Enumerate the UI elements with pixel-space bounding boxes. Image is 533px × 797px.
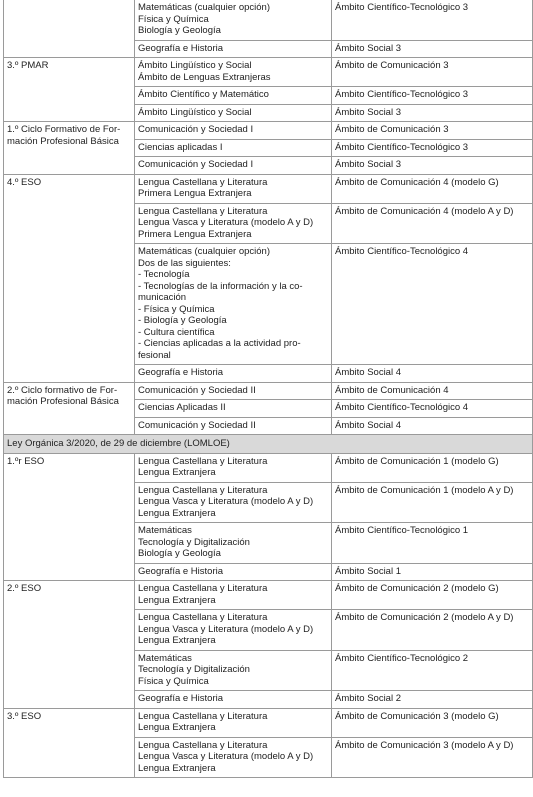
subject-cell: Comunicación y Sociedad II xyxy=(135,417,332,435)
ambit-cell: Ámbito Social 3 xyxy=(332,157,533,175)
ambit-cell: Ámbito Científico-Tecnológico 3 xyxy=(332,139,533,157)
level-cell: 1.ºr ESO xyxy=(4,453,135,581)
level-cell xyxy=(4,0,135,58)
level-cell: 4.º ESO xyxy=(4,174,135,382)
ambit-cell: Ámbito Social 3 xyxy=(332,104,533,122)
subject-cell: Matemáticas Tecnología y Digitalización Biología y Geología xyxy=(135,523,332,564)
subject-cell: Ámbito Lingüístico y Social xyxy=(135,104,332,122)
subject-cell: Ciencias aplicadas I xyxy=(135,139,332,157)
ambit-cell: Ámbito de Comunicación 2 (modelo G) xyxy=(332,581,533,610)
section-header: Ley Orgánica 3/2020, de 29 de diciembre (LOMLOE) xyxy=(4,435,533,454)
table-body xyxy=(4,0,533,778)
ambit-cell: Ámbito Científico-Tecnológico 3 xyxy=(332,87,533,105)
ambit-cell: Ámbito Científico-Tecnológico 4 xyxy=(332,244,533,365)
equivalence-table xyxy=(3,0,533,778)
subject-cell: Ámbito Lingüístico y Social Ámbito de Lenguas Extranjeras xyxy=(135,58,332,87)
level-cell: 1.º Ciclo Formativo de For- mación Profesional Básica xyxy=(4,122,135,175)
ambit-cell: Ámbito de Comunicación 1 (modelo A y D) xyxy=(332,482,533,523)
table-row xyxy=(4,122,533,140)
ambit-cell: Ámbito Social 1 xyxy=(332,563,533,581)
ambit-cell: Ámbito de Comunicación 2 (modelo A y D) xyxy=(332,610,533,651)
subject-cell: Lengua Castellana y Literatura Lengua Vasca y Literatura (modelo A y D) Lengua Extranjera xyxy=(135,737,332,778)
table-row xyxy=(4,58,533,87)
table-row xyxy=(4,453,533,482)
ambit-cell: Ámbito de Comunicación 3 xyxy=(332,122,533,140)
ambit-cell: Ámbito de Comunicación 3 xyxy=(332,58,533,87)
ambit-cell: Ámbito Social 2 xyxy=(332,691,533,709)
subject-cell: Lengua Castellana y Literatura Lengua Vasca y Literatura (modelo A y D) Lengua Extranjera xyxy=(135,610,332,651)
ambit-cell: Ámbito de Comunicación 4 (modelo G) xyxy=(332,174,533,203)
ambit-cell: Ámbito de Comunicación 4 xyxy=(332,382,533,400)
subject-cell: Comunicación y Sociedad I xyxy=(135,157,332,175)
section-header-row xyxy=(4,435,533,454)
ambit-cell: Ámbito de Comunicación 1 (modelo G) xyxy=(332,453,533,482)
ambit-cell: Ámbito Científico-Tecnológico 4 xyxy=(332,400,533,418)
subject-cell: Geografía e Historia xyxy=(135,40,332,58)
ambit-cell: Ámbito Social 3 xyxy=(332,40,533,58)
ambit-cell: Ámbito Social 4 xyxy=(332,417,533,435)
subject-cell: Matemáticas (cualquier opción) Física y Química Biología y Geología xyxy=(135,0,332,40)
ambit-cell: Ámbito Social 4 xyxy=(332,365,533,383)
subject-cell: Geografía e Historia xyxy=(135,691,332,709)
ambit-cell: Ámbito de Comunicación 3 (modelo A y D) xyxy=(332,737,533,778)
table-row xyxy=(4,0,533,40)
subject-cell: Comunicación y Sociedad I xyxy=(135,122,332,140)
table-row xyxy=(4,581,533,610)
table-row xyxy=(4,708,533,737)
level-cell: 3.º PMAR xyxy=(4,58,135,122)
subject-cell: Lengua Castellana y Literatura Lengua Extranjera xyxy=(135,708,332,737)
level-cell: 2.º ESO xyxy=(4,581,135,709)
subject-cell: Lengua Castellana y Literatura Primera Lengua Extranjera xyxy=(135,174,332,203)
level-cell: 3.º ESO xyxy=(4,708,135,778)
subject-cell: Geografía e Historia xyxy=(135,365,332,383)
subject-cell: Comunicación y Sociedad II xyxy=(135,382,332,400)
table-row xyxy=(4,382,533,400)
ambit-cell: Ámbito Científico-Tecnológico 2 xyxy=(332,650,533,691)
ambit-cell: Ámbito de Comunicación 4 (modelo A y D) xyxy=(332,203,533,244)
subject-cell: Lengua Castellana y Literatura Lengua Vasca y Literatura (modelo A y D) Lengua Extranjera xyxy=(135,482,332,523)
table-row xyxy=(4,174,533,203)
subject-cell: Lengua Castellana y Literatura Lengua Extranjera xyxy=(135,581,332,610)
ambit-cell: Ámbito Científico-Tecnológico 1 xyxy=(332,523,533,564)
subject-cell: Lengua Castellana y Literatura Lengua Extranjera xyxy=(135,453,332,482)
subject-cell: Ciencias Aplicadas II xyxy=(135,400,332,418)
level-cell: 2.º Ciclo formativo de For- mación Profesional Básica xyxy=(4,382,135,435)
subject-cell: Ámbito Científico y Matemático xyxy=(135,87,332,105)
subject-cell: Lengua Castellana y Literatura Lengua Vasca y Literatura (modelo A y D) Primera Lengua Extranjera xyxy=(135,203,332,244)
subject-cell: Geografía e Historia xyxy=(135,563,332,581)
subject-cell: Matemáticas Tecnología y Digitalización Física y Química xyxy=(135,650,332,691)
ambit-cell: Ámbito Científico-Tecnológico 3 xyxy=(332,0,533,40)
subject-cell: Matemáticas (cualquier opción) Dos de las siguientes: - Tecnología - Tecnologías de la información y la co- municación - Física y Química - Biología y Geología - Cultura científica - Ciencias aplicadas a la actividad pro- fesional xyxy=(135,244,332,365)
ambit-cell: Ámbito de Comunicación 3 (modelo G) xyxy=(332,708,533,737)
